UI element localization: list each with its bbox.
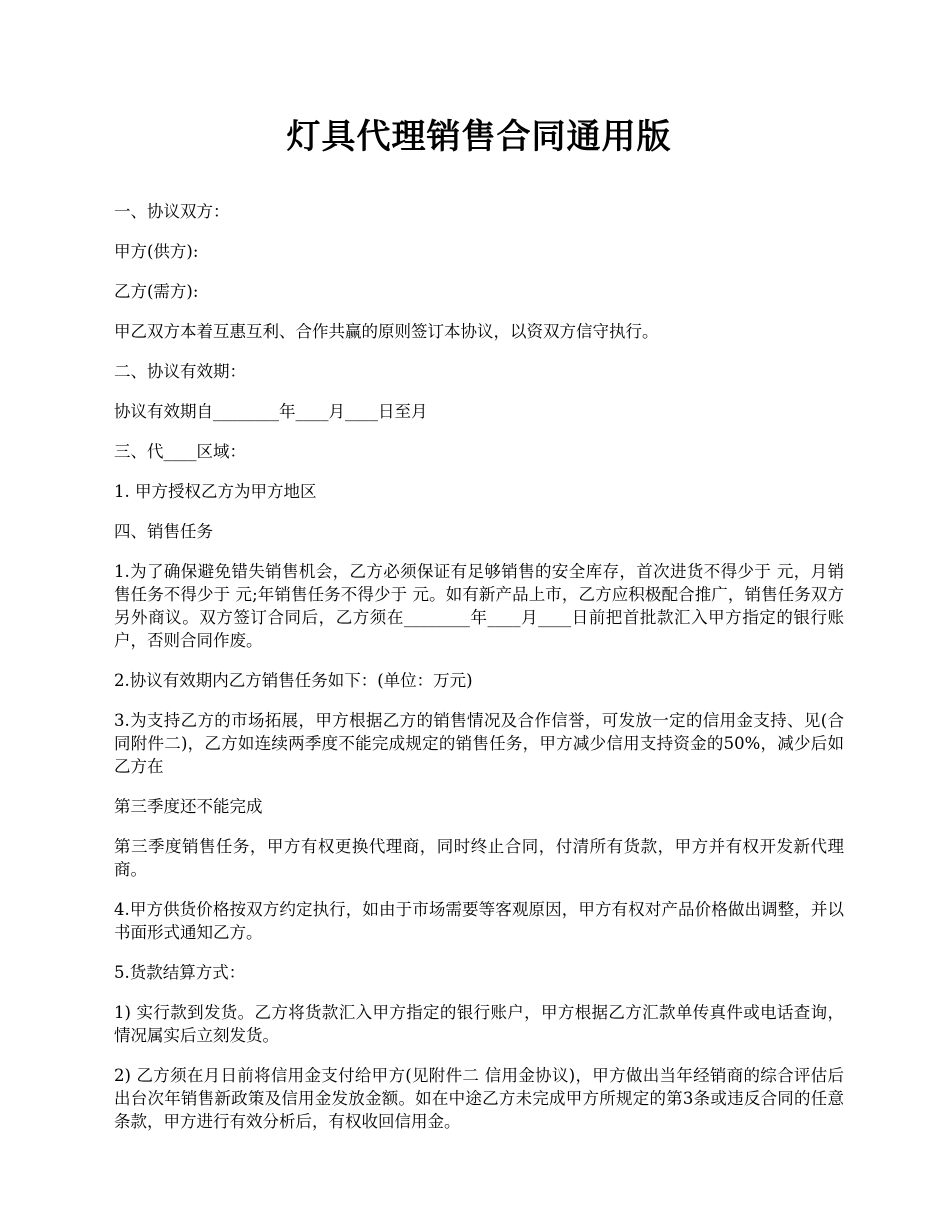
document-title: 灯具代理销售合同通用版 bbox=[286, 117, 672, 157]
paragraph-validity-period: 协议有效期自________年____月____日至月 bbox=[114, 402, 428, 421]
paragraph-sales-item-3: 3.为支持乙方的市场拓展，甲方根据乙方的销售情况及合作信誉，可发放一定的信用金支持、见(合同附件二)，乙方如连续两季度不能完成规定的销售任务，甲方减少信用支持资金的50%，减少后如乙方在 bbox=[114, 711, 844, 776]
paragraph-settlement-heading: 5.货款结算方式： bbox=[114, 963, 246, 982]
paragraph-q3-incomplete: 第三季度还不能完成 bbox=[114, 797, 263, 816]
paragraph-q3-consequence: 第三季度销售任务，甲方有权更换代理商，同时终止合同，付清所有货款，甲方并有权开发新代理商。 bbox=[114, 837, 844, 879]
paragraph-party-a: 甲方(供方): bbox=[114, 242, 199, 261]
paragraph-sales-item-4: 4.甲方供货价格按双方约定执行，如由于市场需要等客观原因，甲方有权对产品价格做出调整，并以书面形式通知乙方。 bbox=[114, 900, 844, 942]
document-body bbox=[114, 112, 844, 1150]
paragraph-sales-item-2: 2.协议有效期内乙方销售任务如下：(单位：万元) bbox=[114, 671, 473, 690]
paragraph-settlement-item-2: 2) 乙方须在月日前将信用金支付给甲方(见附件二 信用金协议)，甲方做出当年经销商的综合评估后出台次年销售新政策及信用金发放金额。如在中途乙方未完成甲方所规定的第3条或违反合同的任意条款，甲方进行有效分析后，有权收回信用金。 bbox=[114, 1066, 844, 1131]
paragraph-parties-heading: 一、协议双方： bbox=[114, 202, 230, 221]
paragraph-settlement-item-1: 1) 实行款到发货。乙方将货款汇入甲方指定的银行账户，甲方根据乙方汇款单传真件或电话查询，情况属实后立刻发货。 bbox=[114, 1003, 844, 1045]
paragraph-party-b: 乙方(需方): bbox=[114, 282, 199, 301]
paragraph-sales-heading: 四、销售任务 bbox=[114, 522, 213, 541]
paragraph-sales-item-1: 1.为了确保避免错失销售机会，乙方必须保证有足够销售的安全库存，首次进货不得少于 元，月销售任务不得少于 元;年销售任务不得少于 元。如有新产品上市，乙方应积极配合推广，销售任务双方另外商议。双方签订合同后，乙方须在________年____月____日前把首批款汇入甲方指定的银行账户，否则合同作废。 bbox=[114, 562, 844, 650]
paragraph-principle: 甲乙双方本着互惠互利、合作共赢的原则签订本协议，以资双方信守执行。 bbox=[114, 322, 659, 341]
paragraph-region-grant: 1. 甲方授权乙方为甲方地区 bbox=[114, 482, 317, 501]
paragraph-validity-heading: 二、协议有效期： bbox=[114, 362, 246, 381]
paragraph-region-heading: 三、代____区域： bbox=[114, 442, 246, 461]
